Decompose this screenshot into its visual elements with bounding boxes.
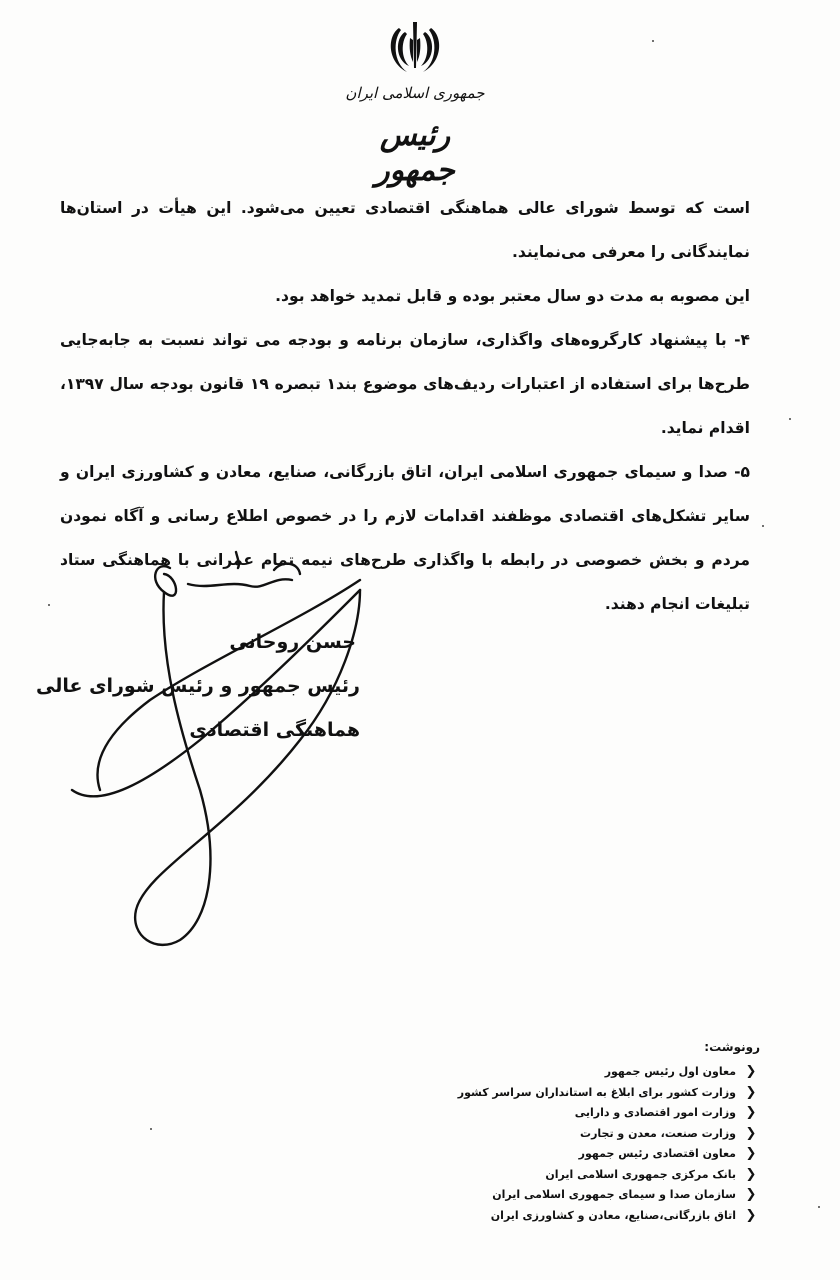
chevron-bullet-icon: ❮	[745, 1125, 757, 1141]
chevron-bullet-icon: ❮	[745, 1207, 757, 1223]
signer-name: حسن روحانی	[229, 631, 356, 653]
cc-item	[380, 1124, 757, 1145]
scan-speck	[789, 418, 791, 420]
chevron-bullet-icon: ❮	[745, 1166, 757, 1182]
signer-title-line1: رئیس جمهور و رئیس شورای عالی	[35, 675, 360, 697]
cc-item	[380, 1103, 757, 1124]
cc-item	[380, 1206, 757, 1227]
cc-item-label: معاون اقتصادی رئیس جمهور	[578, 1147, 736, 1160]
cc-item-label: وزارت صنعت، معدن و تجارت	[580, 1126, 736, 1140]
chevron-bullet-icon: ❮	[745, 1105, 757, 1120]
cc-item-label: وزارت کشور برای ابلاغ به استانداران سراسر کشور	[457, 1085, 736, 1099]
chevron-bullet-icon: ❮	[745, 1187, 757, 1202]
cc-block	[380, 1040, 760, 1226]
signature-block	[35, 540, 420, 990]
cc-item	[380, 1165, 757, 1186]
scan-speck	[48, 604, 50, 606]
body-paragraph: ۵- صدا و سیمای جمهوری اسلامی ایران، اتاق بازرگانی، صنایع، معادن و کشاورزی ایران و سایر تشکل‌های اقتصادی موظفند اقدامات لازم را در خصوص اطلاع رسانی و آگاه نمودن مردم و بخش خصوصی در رابطه با واگذاری طرح‌های نیمه تمام عمرانی با هماهنگی ستاد تبلیغات انجام دهند.	[60, 463, 750, 613]
letterhead-country: جمهوری اسلامی ایران	[345, 84, 485, 102]
cc-header: رونوشت:	[704, 1040, 760, 1054]
scan-speck	[762, 525, 764, 527]
letterhead	[340, 18, 490, 188]
iran-emblem-icon	[383, 18, 447, 82]
cc-item	[380, 1083, 757, 1104]
signer-title-line2: هماهنگی اقتصادی	[189, 719, 360, 741]
cc-item-label: وزارت امور اقتصادی و دارایی	[574, 1106, 736, 1119]
cc-list	[380, 1062, 760, 1226]
cc-item	[380, 1144, 757, 1165]
scan-speck	[818, 1206, 820, 1208]
handwritten-signature	[35, 540, 420, 990]
chevron-bullet-icon: ❮	[745, 1064, 757, 1079]
body-paragraph: ۴- با پیشنهاد کارگروه‌های واگذاری، سازمان برنامه و بودجه می تواند نسبت به جابه‌جایی طرح‌ها برای استفاده از اعتبارات ردیف‌های موضوع بند۱ تبصره ۱۹ قانون بودجه سال ۱۳۹۷، اقدام نماید.	[60, 331, 750, 437]
cc-item	[380, 1185, 757, 1206]
cc-item-label: اتاق بازرگانی،صنایع، معادن و کشاورزی ایران	[490, 1208, 736, 1222]
body-paragraph: است که توسط شورای عالی هماهنگی اقتصادی تعیین می‌شود. این هیأت در استان‌ها نمایندگانی را معرفی می‌نمایند.	[60, 199, 750, 261]
cc-item-label: سازمان صدا و سیمای جمهوری اسلامی ایران	[492, 1188, 736, 1201]
scan-speck	[652, 40, 654, 42]
chevron-bullet-icon: ❮	[745, 1084, 757, 1100]
letterhead-office: رئیس جمهور	[375, 118, 455, 188]
scan-speck	[150, 1128, 152, 1130]
cc-item-label: معاون اول رئیس جمهور	[604, 1065, 736, 1078]
cc-item-label: بانک مرکزی جمهوری اسلامی ایران	[545, 1167, 736, 1181]
chevron-bullet-icon: ❮	[745, 1146, 757, 1161]
cc-item	[380, 1062, 757, 1083]
body-paragraph: این مصوبه به مدت دو سال معتبر بوده و قابل تمدید خواهد بود.	[275, 287, 750, 305]
